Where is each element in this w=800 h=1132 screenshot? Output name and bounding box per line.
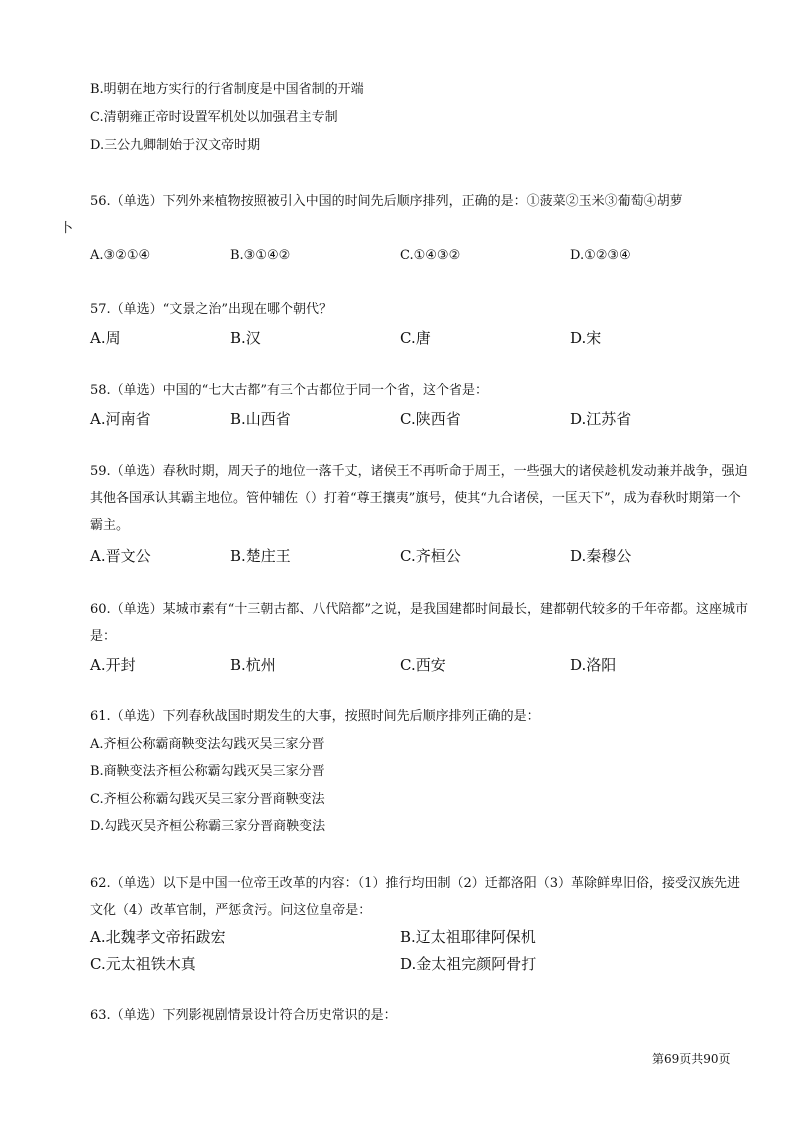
option-c[interactable]: C.西安 [400,656,446,674]
question-59-stem: 59.（单选）春秋时期，周天子的地位一落千丈，诸侯王不再听命于周王，一些强大的诸侯趁机发动兼并战争，强迫其他各国承认其霸主地位。管仲辅佐（）打着“尊王攘夷”旗号，使其“九合诸侯，一匡天下”，成为春秋时期第一个霸主。 [90,464,748,533]
option-b[interactable]: B.山西省 [230,410,291,428]
option-c[interactable]: C.唐 [400,329,431,347]
option-a[interactable]: A.北魏孝文帝拓跋宏 [90,928,226,946]
question-59-options [90,545,750,569]
question-61-stem: 61.（单选）下列春秋战国时期发生的大事，按照时间先后顺序排列正确的是： [90,709,540,724]
option-c[interactable]: C.①④③② [400,248,461,263]
option-a[interactable]: A.晋文公 [90,547,151,565]
option-d[interactable]: D.①②③④ [570,248,631,263]
option-a[interactable]: A.③②①④ [90,248,151,263]
question-58-stem: 58.（单选）中国的“七大古都”有三个古都位于同一个省，这个省是： [90,383,488,398]
option-a[interactable]: A.齐桓公称霸商鞅变法勾践灭吴三家分晋 [90,737,325,752]
question-62-options-row1 [90,926,750,950]
option-d[interactable]: D.金太祖完颜阿骨打 [400,955,537,973]
page-number: 第69页共90页 [652,1052,731,1066]
option-d-prev: D.三公九卿制始于汉文帝时期 [90,138,261,153]
option-b[interactable]: B.汉 [230,329,261,347]
option-a[interactable]: A.周 [90,329,121,347]
option-c[interactable]: C.齐桓公称霸勾践灭吴三家分晋商鞅变法 [90,792,325,807]
question-62-options-row2 [90,953,750,977]
question-56-stem-cont: 卜 [60,221,74,236]
option-a[interactable]: A.开封 [90,656,136,674]
option-c[interactable]: C.齐桓公 [400,547,461,565]
question-60-options [90,654,750,678]
question-56-options [90,248,750,272]
option-b[interactable]: B.楚庄王 [230,547,291,565]
question-57-stem: 57.（单选）“文景之治”出现在哪个朝代？ [90,302,332,317]
question-60-stem: 60.（单选）某城市素有“十三朝古都、八代陪都”之说，是我国建都时间最长，建都朝代较多的千年帝都。这座城市是： [90,602,748,644]
question-62-stem: 62.（单选）以下是中国一位帝王改革的内容：（1）推行均田制（2）迁都洛阳（3）革除鲜卑旧俗，接受汉族先进文化（4）改革官制，严惩贪污。问这位皇帝是： [90,876,740,918]
option-d[interactable]: D.宋 [570,329,602,347]
question-58-options [90,408,750,432]
question-57-options [90,327,750,351]
question-56-stem: 56.（单选）下列外来植物按照被引入中国的时间先后顺序排列，正确的是：①菠菜②玉米③葡萄④胡萝 [90,194,683,209]
option-b[interactable]: B.辽太祖耶律阿保机 [400,928,536,946]
question-63-stem: 63.（单选）下列影视剧情景设计符合历史常识的是： [90,1008,397,1023]
option-c[interactable]: C.元太祖铁木真 [90,955,196,973]
option-b-prev: B.明朝在地方实行的行省制度是中国省制的开端 [90,82,364,97]
option-d[interactable]: D.江苏省 [570,410,632,428]
option-a[interactable]: A.河南省 [90,410,151,428]
option-b[interactable]: B.商鞅变法齐桓公称霸勾践灭吴三家分晋 [90,764,325,779]
option-c[interactable]: C.陕西省 [400,410,461,428]
option-b[interactable]: B.③①④② [230,248,291,263]
option-d[interactable]: D.秦穆公 [570,547,632,565]
option-d[interactable]: D.洛阳 [570,656,617,674]
option-d[interactable]: D.勾践灭吴齐桓公称霸三家分晋商鞅变法 [90,819,326,834]
option-b[interactable]: B.杭州 [230,656,276,674]
option-c-prev: C.清朝雍正帝时设置军机处以加强君主专制 [90,110,338,125]
